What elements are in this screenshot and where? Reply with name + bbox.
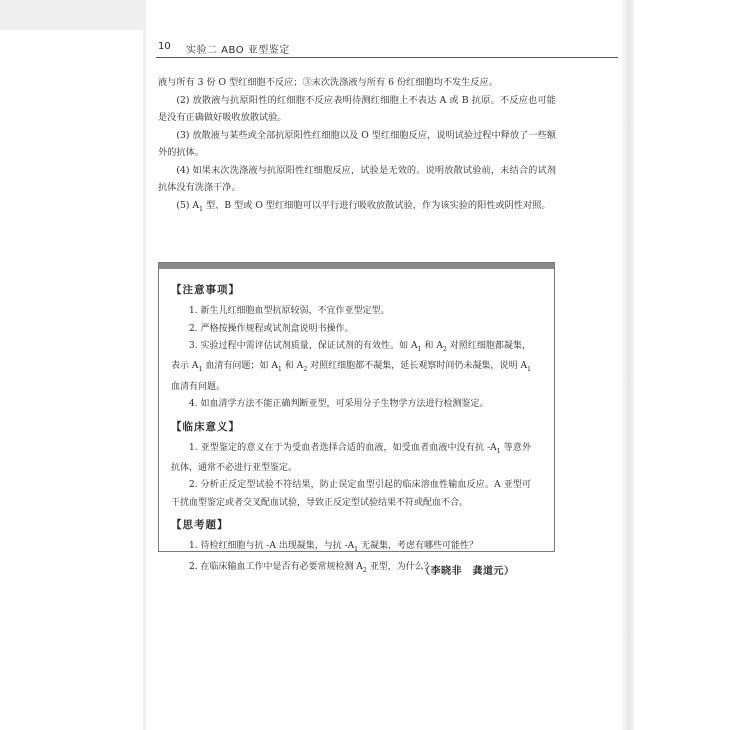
body-paragraph bbox=[158, 197, 556, 218]
notes-section-title: 【注意事项】 bbox=[171, 284, 240, 296]
page-number: 10 bbox=[158, 41, 171, 52]
subscript: 1 bbox=[354, 546, 359, 554]
body-paragraph bbox=[158, 162, 556, 197]
page-gutter bbox=[143, 0, 146, 730]
page-edge-shade bbox=[0, 0, 146, 30]
notes-item bbox=[171, 338, 531, 396]
subscript: 1 bbox=[198, 204, 204, 213]
subscript: 2 bbox=[442, 345, 447, 353]
notes-list bbox=[171, 303, 531, 414]
questions-section-title: 【思考题】 bbox=[171, 519, 229, 532]
text-run: 和 A bbox=[281, 361, 304, 372]
body-paragraph bbox=[158, 74, 556, 92]
text-run: 4. 如血清学方法不能正确判断亚型，可采用分子生物学方法进行检测鉴定。 bbox=[189, 399, 489, 410]
text-run: 液与所有 3 份 O 型红细胞不反应；③末次洗涤液与所有 6 份红细胞均不发生反应。 bbox=[158, 77, 498, 88]
page-binding-shadow bbox=[622, 0, 634, 730]
body-paragraph bbox=[158, 92, 556, 127]
author-credit: （李晓非 龚道元） bbox=[420, 566, 515, 577]
clinical-item bbox=[171, 477, 531, 512]
clinical-item bbox=[171, 440, 531, 478]
chapter-title: 实验二 ABO 亚型鉴定 bbox=[186, 45, 290, 56]
subscript: 1 bbox=[198, 366, 203, 374]
subscript: 1 bbox=[277, 366, 282, 374]
notes-box-content bbox=[171, 277, 531, 579]
text-run: 亚型，为什么？ bbox=[366, 561, 433, 572]
text-run: 和 A bbox=[421, 341, 443, 351]
text-run: (5) A bbox=[176, 199, 199, 211]
text-run: 无凝集，考虑有哪些可能性？ bbox=[358, 541, 479, 552]
text-run: 1. 亚型鉴定的意义在于为受血者选择合适的血液，如受血者血液中没有抗 -A bbox=[189, 442, 497, 453]
text-run: 对照红细胞都凝集，表示 A bbox=[171, 341, 531, 372]
notes-item bbox=[171, 303, 531, 321]
notes-box-top-bar bbox=[159, 263, 554, 269]
running-header bbox=[158, 40, 618, 56]
text-run: 1. 新生儿红细胞血型抗原较弱，不宜作亚型定型。 bbox=[189, 306, 390, 316]
body-paragraph bbox=[158, 127, 556, 162]
text-run: 3. 实验过程中需评估试剂质量，保证试剂的有效性。如 A bbox=[189, 341, 418, 351]
clinical-section-title: 【临床意义】 bbox=[171, 420, 240, 433]
text-run: 对照红细胞都不凝集，延长观察时间仍未凝集，说明 A bbox=[307, 361, 527, 372]
text-run: 2. 分析正反定型试验不符结果，防止误定血型引起的临床溶血性输血反应。A 亚型可干扰血型鉴定或者交叉配血试验，导致正反定型试验结果不符或配血不合。 bbox=[171, 480, 531, 508]
text-run: 2. 在临床输血工作中是否有必要常规检测 A bbox=[189, 561, 363, 572]
subscript: 2 bbox=[303, 366, 308, 374]
body-text bbox=[158, 74, 556, 218]
question-item bbox=[171, 538, 531, 558]
text-run: 等意外抗体，通常不必进行亚型鉴定。 bbox=[171, 442, 531, 473]
text-run: 血清有问题；如 A bbox=[202, 361, 278, 372]
text-run: 1. 待检红细胞与抗 -A 出现凝集，与抗 -A bbox=[189, 541, 355, 552]
text-run: (2) 放散液与抗原阳性的红细胞不反应表明待测红细胞上不表达 A 或 B 抗原。不反应也可能是没有正确做好吸收放散试验。 bbox=[158, 94, 556, 123]
notes-item bbox=[171, 321, 531, 339]
subscript: 1 bbox=[526, 366, 531, 374]
notes-item bbox=[171, 396, 531, 414]
page-margin bbox=[634, 0, 730, 730]
subscript: 2 bbox=[362, 566, 367, 574]
text-run: 血清有问题。 bbox=[171, 381, 226, 392]
subscript: 1 bbox=[496, 447, 501, 455]
text-run: 型、B 型或 O 型红细胞可以平行进行吸收放散试验，作为该实验的阳性或阴性对照。 bbox=[203, 199, 551, 211]
header-rule bbox=[156, 57, 618, 58]
text-run: 2. 严格按操作规程或试剂盒说明书操作。 bbox=[189, 323, 354, 334]
subscript: 1 bbox=[417, 345, 422, 353]
text-run: (3) 放散液与某些或全部抗原阳性红细胞以及 O 型红细胞反应，说明试验过程中释放了一些额外的抗体。 bbox=[158, 129, 556, 158]
clinical-list bbox=[171, 440, 531, 513]
text-run: (4) 如果末次洗涤液与抗原阳性红细胞反应，试验是无效的。说明放散试验前，未结合的试剂抗体没有洗涤干净。 bbox=[158, 164, 556, 193]
